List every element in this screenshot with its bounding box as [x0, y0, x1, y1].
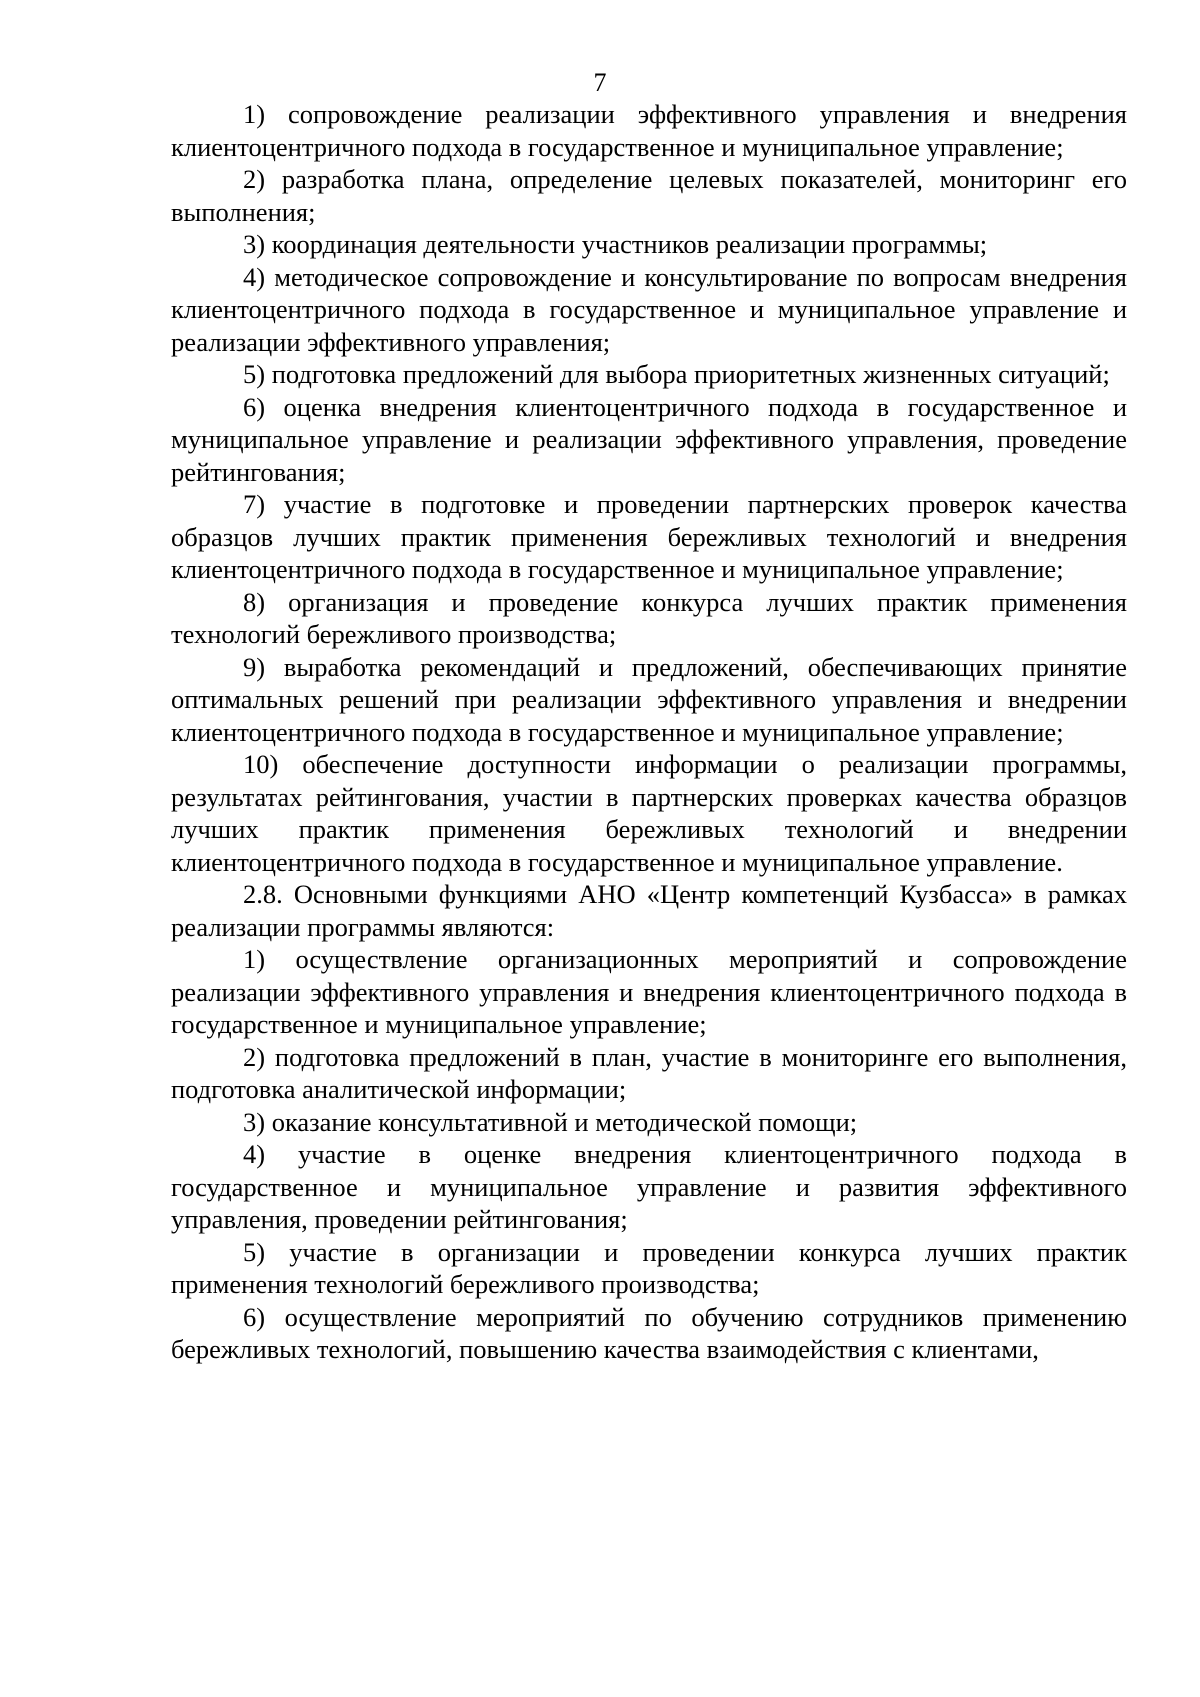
function-item-4: 4) участие в оценке внедрения клиентоцентричного подхода в государственное и муниципальное управление и развития эффективного управления, проведении рейтингования; — [171, 1139, 1127, 1234]
paragraph-item-4: 4) методическое сопровождение и консультирование по вопросам внедрения клиентоцентричного подхода в государственное и муниципальное управление и реализации эффективного управления; — [171, 261, 1127, 357]
paragraph-item-2: 2) разработка плана, определение целевых показателей, мониторинг его выполнения; — [171, 164, 1127, 227]
section-2-8-heading: 2.8. Основными функциями АНО «Центр компетенций Кузбасса» в рамках реализации программы являются: — [171, 879, 1127, 942]
function-item-1: 1) осуществление организационных мероприятий и сопровождение реализации эффективного управления и внедрения клиентоцентричного подхода в государственное и муниципальное управление; — [171, 944, 1127, 1039]
function-item-6: 6) осуществление мероприятий по обучению сотрудников применению бережливых технологий, повышению качества взаимодействия с клиентами, — [171, 1301, 1127, 1364]
function-item-2: 2) подготовка предложений в план, участие в мониторинге его выполнения, подготовка аналитической информации; — [171, 1041, 1127, 1104]
function-item-5: 5) участие в организации и проведении конкурса лучших практик применения технологий бережливого производства; — [171, 1236, 1127, 1299]
function-item-3: 3) оказание консультативной и методической помощи; — [243, 1106, 858, 1137]
paragraph-item-8: 8) организация и проведение конкурса лучших практик применения технологий бережливого производства; — [171, 586, 1127, 649]
paragraph-item-6: 6) оценка внедрения клиентоцентричного подхода в государственное и муниципальное управление и реализации эффективного управления, проведение рейтингования; — [171, 391, 1127, 487]
paragraph-item-5: 5) подготовка предложений для выбора приоритетных жизненных ситуаций; — [243, 359, 1110, 389]
paragraph-item-10: 10) обеспечение доступности информации о реализации программы, результатах рейтингования, участии в партнерских проверках качества образцов лучших практик применения бережливых технологий и внедрении клиентоцентричного подхода в государственное и муниципальное управление. — [171, 749, 1127, 877]
paragraph-item-1: 1) сопровождение реализации эффективного управления и внедрения клиентоцентричного подхода в государственное и муниципальное управление; — [171, 99, 1127, 162]
document-body — [171, 98, 1127, 1366]
paragraph-item-3: 3) координация деятельности участников реализации программы; — [243, 229, 988, 259]
paragraph-item-7: 7) участие в подготовке и проведении партнерских проверок качества образцов лучших практик применения бережливых технологий и внедрения клиентоцентричного подхода в государственное и муниципальное управление; — [171, 489, 1127, 584]
paragraph-item-9: 9) выработка рекомендаций и предложений, обеспечивающих принятие оптимальных решений при реализации эффективного управления и внедрении клиентоцентричного подхода в государственное и муниципальное управление; — [171, 651, 1127, 747]
page-number: 7 — [593, 68, 607, 97]
